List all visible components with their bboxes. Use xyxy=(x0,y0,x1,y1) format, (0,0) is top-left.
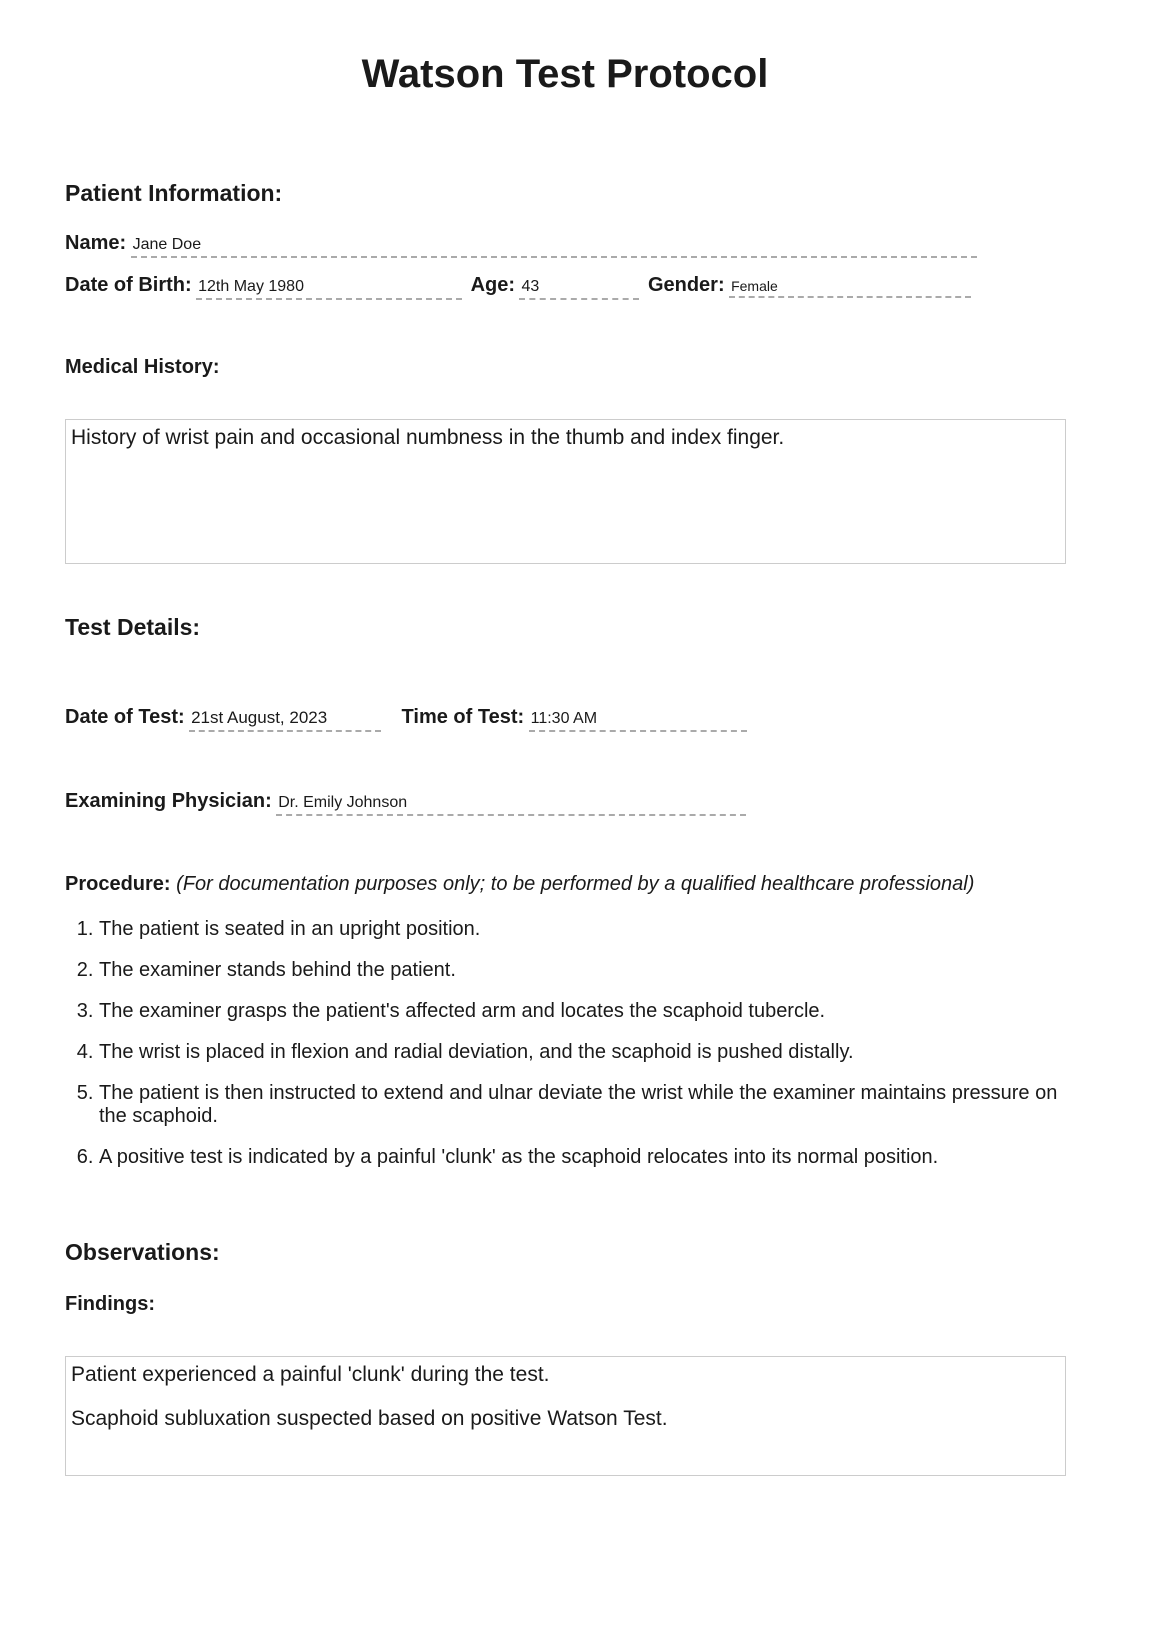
finding-text: Patient experienced a painful 'clunk' during the test. xyxy=(71,1363,550,1386)
procedure-step: 2. The examiner stands behind the patient. xyxy=(99,959,1079,982)
date-of-test-field[interactable]: 21st August, 2023 xyxy=(189,708,381,732)
finding-text: Scaphoid subluxation suspected based on positive Watson Test. xyxy=(71,1407,668,1430)
procedure-steps xyxy=(65,918,1079,1187)
observations-heading: Observations: xyxy=(65,1239,220,1265)
procedure-header xyxy=(65,873,974,896)
gender-field[interactable]: Female xyxy=(729,278,971,298)
time-of-test-label: Time of Test: xyxy=(401,706,525,728)
procedure-step: 6. A positive test is indicated by a painful 'clunk' as the scaphoid relocates into its normal position. xyxy=(99,1146,1079,1169)
patient-information-heading: Patient Information: xyxy=(65,180,283,206)
test-details-heading: Test Details: xyxy=(65,614,201,640)
procedure-step: 5. The patient is then instructed to extend and ulnar deviate the wrist while the examiner maintains pressure on the scaphoid. xyxy=(99,1082,1079,1128)
procedure-step: 4. The wrist is placed in flexion and radial deviation, and the scaphoid is pushed distally. xyxy=(99,1041,1079,1064)
name-field[interactable]: Jane Doe xyxy=(131,236,977,258)
name-label: Name: xyxy=(65,232,127,254)
time-of-test-field[interactable]: 11:30 AM xyxy=(529,710,747,732)
procedure-step: 3. The examiner grasps the patient's affected arm and locates the scaphoid tubercle. xyxy=(99,1000,1079,1023)
gender-label: Gender: xyxy=(647,274,725,296)
procedure-note: (For documentation purposes only; to be performed by a qualified healthcare professional) xyxy=(176,873,975,895)
findings-box[interactable] xyxy=(65,1356,1066,1476)
physician-field[interactable]: Dr. Emily Johnson xyxy=(276,794,746,816)
dob-field[interactable]: 12th May 1980 xyxy=(196,278,462,300)
procedure-label: Procedure: xyxy=(65,873,171,895)
name-row xyxy=(65,232,977,258)
dob-row xyxy=(65,274,971,300)
date-time-row xyxy=(65,706,747,732)
medical-history-box[interactable] xyxy=(65,419,1066,564)
dob-label: Date of Birth: xyxy=(65,274,192,296)
procedure-step: 1. The patient is seated in an upright position. xyxy=(99,918,1079,941)
medical-history-label: Medical History: xyxy=(65,356,220,378)
age-label: Age: xyxy=(470,274,516,296)
medical-history-text: History of wrist pain and occasional numbness in the thumb and index finger. xyxy=(71,426,785,449)
physician-label: Examining Physician: xyxy=(65,790,272,812)
date-of-test-label: Date of Test: xyxy=(65,706,185,728)
physician-row xyxy=(65,790,746,816)
findings-label: Findings: xyxy=(65,1293,155,1315)
age-field[interactable]: 43 xyxy=(519,278,639,300)
page-title: Watson Test Protocol xyxy=(361,52,769,96)
